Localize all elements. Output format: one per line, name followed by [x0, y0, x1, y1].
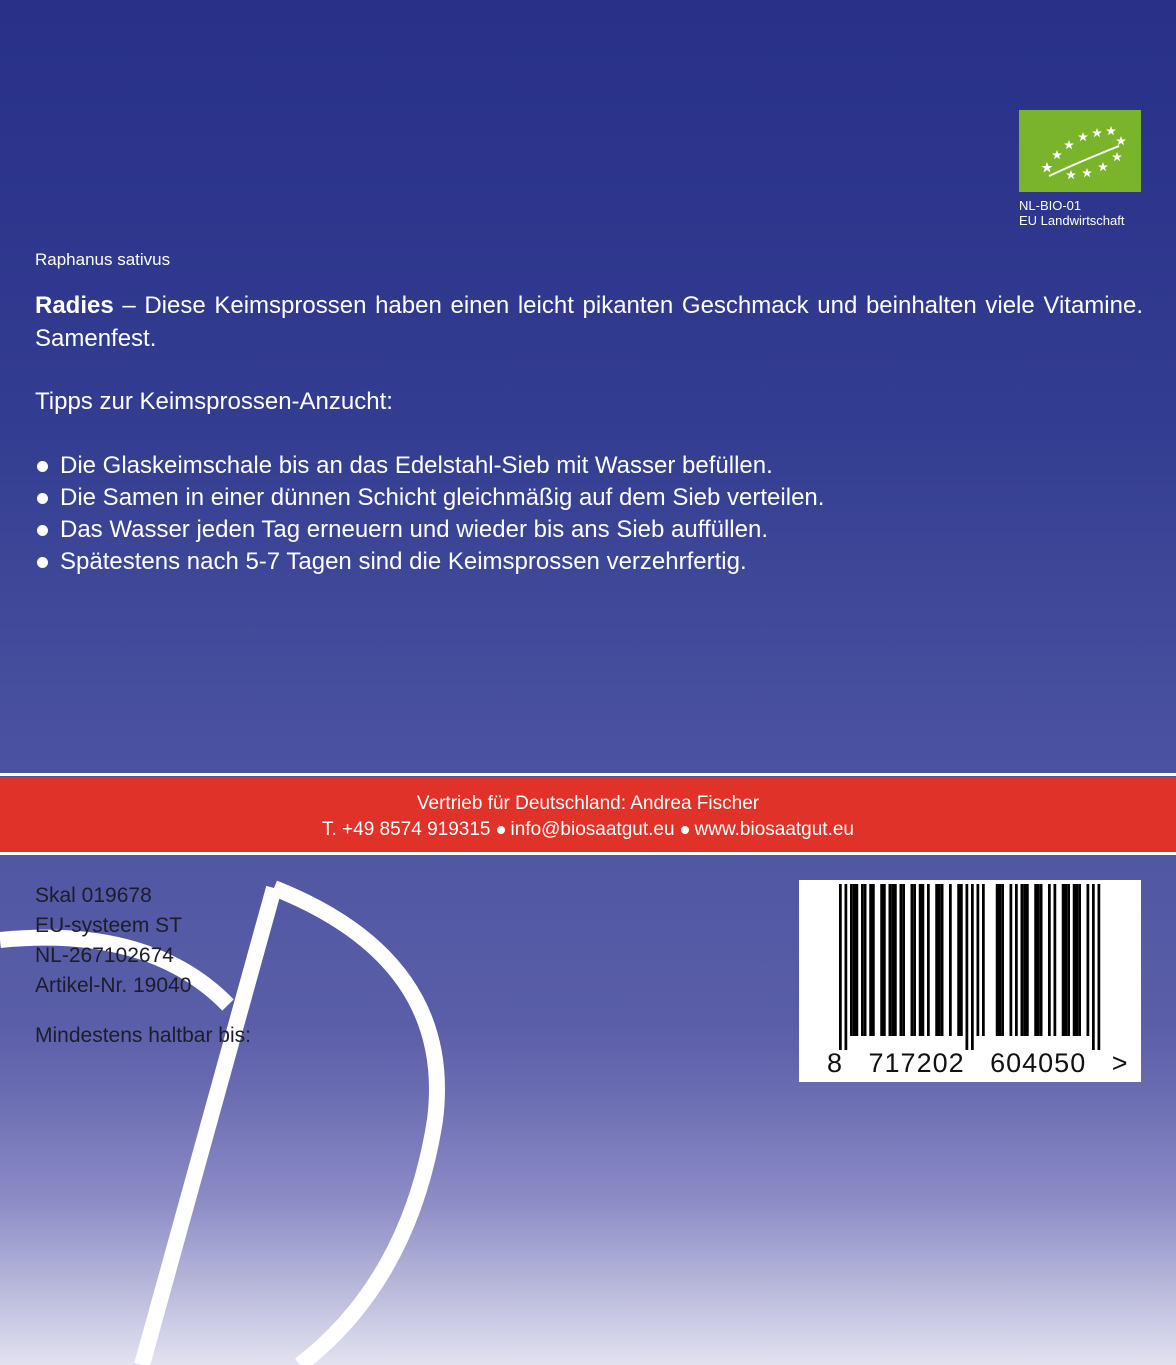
list-item: Spätestens nach 5-7 Tagen sind die Keimsprossen verzehrfertig. [35, 546, 824, 578]
barcode-bar [839, 884, 842, 1050]
system-code: EU-systeem ST [35, 914, 183, 937]
barcode-bar [996, 884, 999, 1036]
barcode-bar [922, 884, 925, 1036]
eu-organic-logo [1019, 110, 1141, 192]
barcode-bar [861, 884, 864, 1036]
product-description [35, 289, 1143, 355]
bullet-icon [37, 493, 48, 504]
barcode-bar [1087, 884, 1090, 1036]
barcode-bar [894, 884, 897, 1036]
bullet-icon [37, 461, 48, 472]
nl-code: NL-267102674 [35, 944, 174, 967]
barcode-bar [883, 884, 886, 1036]
barcode-bar [1015, 884, 1018, 1036]
barcode-bar [1076, 884, 1079, 1036]
barcode-bar [1062, 884, 1065, 1036]
bullet-icon [681, 826, 689, 834]
barcode-bar [1010, 884, 1013, 1036]
product-description-text: – Diese Keimsprossen haben einen leicht pikanten Geschmack und beinhalten viele Vitamine. Samenfest. [35, 292, 1143, 352]
barcode-bar [911, 884, 914, 1036]
barcode-bar [1054, 884, 1057, 1036]
barcode-bar [880, 884, 883, 1036]
barcode-bar [891, 884, 894, 1036]
organic-origin: EU Landwirtschaft [1019, 213, 1125, 228]
barcode-bar [1023, 884, 1026, 1036]
barcode-bar [960, 884, 963, 1036]
tips-list [35, 450, 824, 578]
barcode-bar [913, 884, 916, 1036]
distributor-band [0, 777, 1176, 852]
barcode-bar [1065, 884, 1068, 1036]
barcode-bar [1078, 884, 1081, 1036]
barcode-bar [927, 884, 930, 1036]
barcode-bar [900, 884, 903, 1036]
certification-codes [35, 881, 191, 1001]
barcode: 8 717202 604050 > [799, 880, 1141, 1082]
divider-bottom [0, 852, 1176, 855]
barcode-bar [1098, 884, 1101, 1050]
barcode-bar [869, 884, 872, 1036]
barcode-bar [872, 884, 875, 1036]
barcode-bar [1026, 884, 1029, 1036]
barcode-bar [957, 884, 960, 1036]
barcode-bar [864, 884, 867, 1036]
barcode-bar [977, 884, 980, 1036]
bullet-icon [37, 557, 48, 568]
barcode-bar [845, 884, 848, 1050]
barcode-bar [1034, 884, 1037, 1036]
barcode-bar [1001, 884, 1004, 1036]
tips-heading: Tipps zur Keimsprossen-Anzucht: [35, 388, 393, 415]
barcode-bar [971, 884, 974, 1050]
distributor-phone: T. +49 8574 919315 [321, 819, 491, 840]
product-name: Radies [35, 292, 114, 319]
list-item: Die Glaskeimschale bis an das Edelstahl-Sieb mit Wasser befüllen. [35, 450, 824, 482]
barcode-bar [935, 884, 938, 1036]
bullet-icon [497, 826, 505, 834]
article-number: Artikel-Nr. 19040 [35, 974, 192, 997]
distributor-email: info@biosaatgut.eu [510, 819, 675, 840]
distributor-contact [0, 817, 1176, 843]
list-item: Die Samen in einer dünnen Schicht gleichmäßig auf dem Sieb verteilen. [35, 482, 824, 514]
barcode-bar [999, 884, 1002, 1036]
barcode-bar [850, 884, 853, 1036]
barcode-bar [966, 884, 969, 1050]
barcode-bar [853, 884, 856, 1036]
barcode-bar [1040, 884, 1043, 1036]
barcode-bar [902, 884, 905, 1036]
barcode-bar [1092, 884, 1095, 1050]
barcode-bar [1021, 884, 1024, 1036]
barcode-bar [982, 884, 985, 1036]
distributor-website: www.biosaatgut.eu [694, 819, 855, 840]
latin-name: Raphanus sativus [35, 250, 171, 269]
organic-control-code: NL-BIO-01 [1019, 198, 1082, 213]
list-item: Das Wasser jeden Tag erneuern und wieder bis ans Sieb auffüllen. [35, 514, 824, 546]
best-before-label: Mindestens haltbar bis: [35, 1024, 251, 1047]
divider-top [0, 773, 1176, 776]
barcode-bars [799, 880, 1141, 1050]
barcode-bar [1067, 884, 1070, 1036]
skal-code: Skal 019678 [35, 884, 152, 907]
barcode-bar [1073, 884, 1076, 1036]
barcode-bar [889, 884, 892, 1036]
bullet-icon [37, 525, 48, 536]
barcode-bar [1048, 884, 1051, 1036]
barcode-bar [941, 884, 944, 1036]
barcode-bar [938, 884, 941, 1036]
barcode-bar [856, 884, 859, 1036]
barcode-bar [919, 884, 922, 1036]
barcode-bar [1037, 884, 1040, 1036]
distributor-label: Vertrieb für Deutschland: Andrea Fischer [416, 793, 760, 814]
barcode-bar [949, 884, 952, 1036]
organic-certification-code [1019, 198, 1125, 228]
eu-organic-leaf-icon [1019, 110, 1141, 192]
